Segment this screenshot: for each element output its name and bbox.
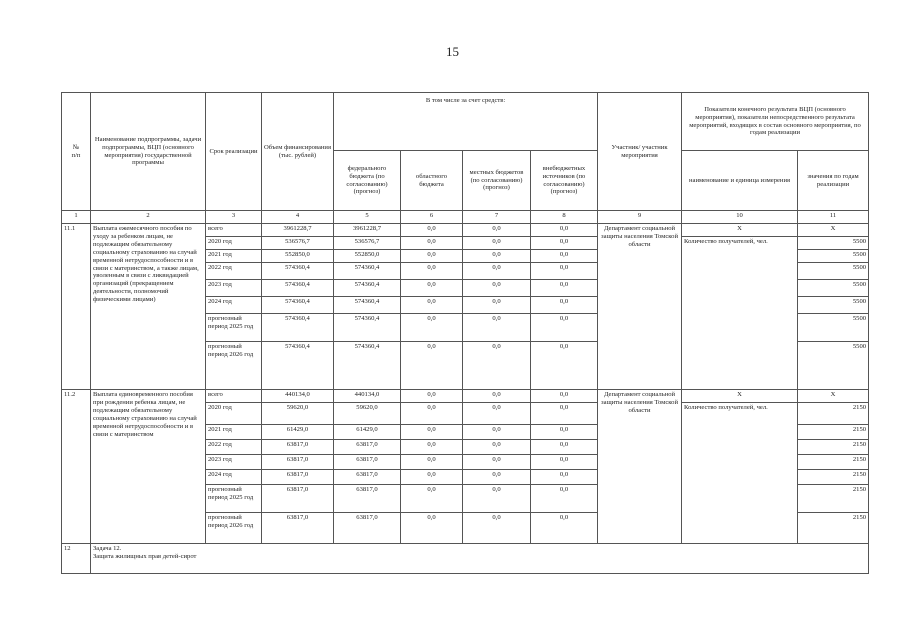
federal-cell: 63817,0 xyxy=(334,455,401,470)
col-index: 6 xyxy=(401,211,463,224)
federal-cell: 574360,4 xyxy=(334,280,401,297)
term-cell: 2022 год xyxy=(206,440,262,455)
local-cell: 0,0 xyxy=(463,263,531,280)
col-index: 10 xyxy=(682,211,798,224)
indicator-value-cell: 5500 xyxy=(798,297,869,314)
col-index: 11 xyxy=(798,211,869,224)
participant-cell: Департамент социальной защиты населения Томской области xyxy=(598,390,682,544)
indicator-value-cell: 5500 xyxy=(798,250,869,263)
volume-cell: 63817,0 xyxy=(262,470,334,485)
extra-cell: 0,0 xyxy=(531,455,598,470)
indicator-value-cell: 5500 xyxy=(798,314,869,342)
extra-cell: 0,0 xyxy=(531,513,598,544)
column-index-row xyxy=(62,211,869,224)
regional-cell: 0,0 xyxy=(401,425,463,440)
header-indicator-value: значения по годам реализации xyxy=(798,151,869,211)
term-cell: прогнозный период 2025 год xyxy=(206,485,262,513)
local-cell: 0,0 xyxy=(463,390,531,403)
extra-cell: 0,0 xyxy=(531,280,598,297)
row-number: 11.2 xyxy=(62,390,91,544)
federal-cell: 440134,0 xyxy=(334,390,401,403)
federal-cell: 63817,0 xyxy=(334,470,401,485)
extra-cell: 0,0 xyxy=(531,297,598,314)
term-cell: прогнозный период 2026 год xyxy=(206,342,262,390)
federal-cell: 63817,0 xyxy=(334,513,401,544)
federal-cell: 63817,0 xyxy=(334,440,401,455)
term-cell: всего xyxy=(206,390,262,403)
term-cell: 2022 год xyxy=(206,263,262,280)
indicator-value-cell: 5500 xyxy=(798,263,869,280)
volume-cell: 63817,0 xyxy=(262,513,334,544)
volume-cell: 63817,0 xyxy=(262,485,334,513)
volume-cell: 440134,0 xyxy=(262,390,334,403)
indicator-value-cell: 2150 xyxy=(798,440,869,455)
extra-cell: 0,0 xyxy=(531,263,598,280)
regional-cell: 0,0 xyxy=(401,263,463,280)
task-text: Защита жилищных прав детей-сирот xyxy=(93,552,197,560)
table-row xyxy=(62,390,869,403)
header-term: Срок реализации xyxy=(206,93,262,211)
term-cell: 2023 год xyxy=(206,455,262,470)
local-cell: 0,0 xyxy=(463,237,531,250)
header-funds-group: В том числе за счет средств: xyxy=(334,93,598,151)
indicator-value-cell: 2150 xyxy=(798,470,869,485)
task-title: Задача 12. xyxy=(93,545,122,552)
indicator-value-cell: 5500 xyxy=(798,342,869,390)
indicator-x-mark: X xyxy=(682,224,798,237)
measure-name: Выплата ежемесячного пособия по уходу за ребенком лицам, не подлежащим обязательному социальному страхованию на случай временной нетрудоспособности и в связи с материнством, а также лицам, уволенным в связи с ликвидацией организаций (прекращением деятельности, полномочий физическими лицами) xyxy=(91,224,206,390)
col-index: 9 xyxy=(598,211,682,224)
col-index: 7 xyxy=(463,211,531,224)
indicator-value-cell: 5500 xyxy=(798,280,869,297)
local-cell: 0,0 xyxy=(463,250,531,263)
col-index: 4 xyxy=(262,211,334,224)
col-index: 1 xyxy=(62,211,91,224)
federal-cell: 59620,0 xyxy=(334,403,401,425)
indicator-value-cell: 2150 xyxy=(798,485,869,513)
table-row xyxy=(62,224,869,237)
extra-cell: 0,0 xyxy=(531,224,598,237)
regional-cell: 0,0 xyxy=(401,440,463,455)
regional-cell: 0,0 xyxy=(401,280,463,297)
volume-cell: 574360,4 xyxy=(262,280,334,297)
extra-cell: 0,0 xyxy=(531,440,598,455)
volume-cell: 552850,0 xyxy=(262,250,334,263)
volume-cell: 574360,4 xyxy=(262,297,334,314)
volume-cell: 574360,4 xyxy=(262,263,334,280)
indicator-value-cell: 2150 xyxy=(798,403,869,425)
header-federal: федерального бюджета (по согласованию) (прогноз) xyxy=(334,151,401,211)
header-volume: Объем финансирования (тыс. рублей) xyxy=(262,93,334,211)
federal-cell: 536576,7 xyxy=(334,237,401,250)
local-cell: 0,0 xyxy=(463,403,531,425)
measure-name: Выплата единовременного пособия при рождении ребенка лицам, не подлежащим обязательному социальному страхованию на случай временной нетрудоспособности и в связи с материнством xyxy=(91,390,206,544)
volume-cell: 574360,4 xyxy=(262,342,334,390)
regional-cell: 0,0 xyxy=(401,403,463,425)
local-cell: 0,0 xyxy=(463,425,531,440)
volume-cell: 536576,7 xyxy=(262,237,334,250)
federal-cell: 574360,4 xyxy=(334,314,401,342)
local-cell: 0,0 xyxy=(463,485,531,513)
header-num: № п/п xyxy=(62,93,91,211)
regional-cell: 0,0 xyxy=(401,342,463,390)
volume-cell: 3961228,7 xyxy=(262,224,334,237)
extra-cell: 0,0 xyxy=(531,314,598,342)
extra-cell: 0,0 xyxy=(531,250,598,263)
extra-cell: 0,0 xyxy=(531,425,598,440)
local-cell: 0,0 xyxy=(463,513,531,544)
regional-cell: 0,0 xyxy=(401,237,463,250)
regional-cell: 0,0 xyxy=(401,513,463,544)
header-indicator-name: наименование и единица измерения xyxy=(682,151,798,211)
local-cell: 0,0 xyxy=(463,470,531,485)
financing-table xyxy=(61,92,869,574)
term-cell: 2024 год xyxy=(206,470,262,485)
regional-cell: 0,0 xyxy=(401,297,463,314)
term-cell: 2021 год xyxy=(206,425,262,440)
local-cell: 0,0 xyxy=(463,455,531,470)
value-x-mark: X xyxy=(798,224,869,237)
col-index: 3 xyxy=(206,211,262,224)
extra-cell: 0,0 xyxy=(531,390,598,403)
local-cell: 0,0 xyxy=(463,342,531,390)
regional-cell: 0,0 xyxy=(401,485,463,513)
federal-cell: 574360,4 xyxy=(334,342,401,390)
term-cell: 2020 год xyxy=(206,237,262,250)
volume-cell: 63817,0 xyxy=(262,455,334,470)
local-cell: 0,0 xyxy=(463,224,531,237)
regional-cell: 0,0 xyxy=(401,224,463,237)
header-participant: Участник/ участник мероприятия xyxy=(598,93,682,211)
header-indicators-group: Показатели конечного результата ВЦП (основного мероприятия), показатели непосредственного результата мероприятий, входящих в состав основного мероприятия, по годам реализации xyxy=(682,93,869,151)
volume-cell: 59620,0 xyxy=(262,403,334,425)
indicator-name-cell: Количество получателей, чел. xyxy=(682,237,798,390)
federal-cell: 574360,4 xyxy=(334,297,401,314)
col-index: 8 xyxy=(531,211,598,224)
task-number: 12 xyxy=(62,544,91,574)
header-extra: внебюджетных источников (по согласованию) (прогноз) xyxy=(531,151,598,211)
local-cell: 0,0 xyxy=(463,297,531,314)
header-regional: областного бюджета xyxy=(401,151,463,211)
col-index: 2 xyxy=(91,211,206,224)
page-number: 15 xyxy=(446,44,459,59)
term-cell: 2023 год xyxy=(206,280,262,297)
regional-cell: 0,0 xyxy=(401,455,463,470)
term-cell: 2020 год xyxy=(206,403,262,425)
extra-cell: 0,0 xyxy=(531,237,598,250)
federal-cell: 552850,0 xyxy=(334,250,401,263)
header-local: местных бюджетов (по согласованию) (прогноз) xyxy=(463,151,531,211)
indicator-x-mark: X xyxy=(682,390,798,403)
indicator-value-cell: 2150 xyxy=(798,455,869,470)
indicator-value-cell: 5500 xyxy=(798,237,869,250)
federal-cell: 63817,0 xyxy=(334,485,401,513)
volume-cell: 63817,0 xyxy=(262,440,334,455)
term-cell: 2021 год xyxy=(206,250,262,263)
indicator-value-cell: 2150 xyxy=(798,513,869,544)
col-index: 5 xyxy=(334,211,401,224)
local-cell: 0,0 xyxy=(463,314,531,342)
volume-cell: 574360,4 xyxy=(262,314,334,342)
indicator-value-cell: 2150 xyxy=(798,425,869,440)
row-number: 11.1 xyxy=(62,224,91,390)
federal-cell: 61429,0 xyxy=(334,425,401,440)
value-x-mark: X xyxy=(798,390,869,403)
regional-cell: 0,0 xyxy=(401,314,463,342)
extra-cell: 0,0 xyxy=(531,342,598,390)
local-cell: 0,0 xyxy=(463,440,531,455)
regional-cell: 0,0 xyxy=(401,390,463,403)
volume-cell: 61429,0 xyxy=(262,425,334,440)
regional-cell: 0,0 xyxy=(401,250,463,263)
federal-cell: 574360,4 xyxy=(334,263,401,280)
term-cell: 2024 год xyxy=(206,297,262,314)
participant-cell: Департамент социальной защиты населения Томской области xyxy=(598,224,682,390)
task-title-cell xyxy=(91,544,869,574)
extra-cell: 0,0 xyxy=(531,470,598,485)
term-cell: всего xyxy=(206,224,262,237)
local-cell: 0,0 xyxy=(463,280,531,297)
indicator-name-cell: Количество получателей, чел. xyxy=(682,403,798,544)
federal-cell: 3961228,7 xyxy=(334,224,401,237)
term-cell: прогнозный период 2025 год xyxy=(206,314,262,342)
extra-cell: 0,0 xyxy=(531,403,598,425)
task-row xyxy=(62,544,869,574)
regional-cell: 0,0 xyxy=(401,470,463,485)
header-name: Наименование подпрограммы, задачи подпрограммы, ВЦП (основного мероприятия) государственной программы xyxy=(91,93,206,211)
extra-cell: 0,0 xyxy=(531,485,598,513)
term-cell: прогнозный период 2026 год xyxy=(206,513,262,544)
